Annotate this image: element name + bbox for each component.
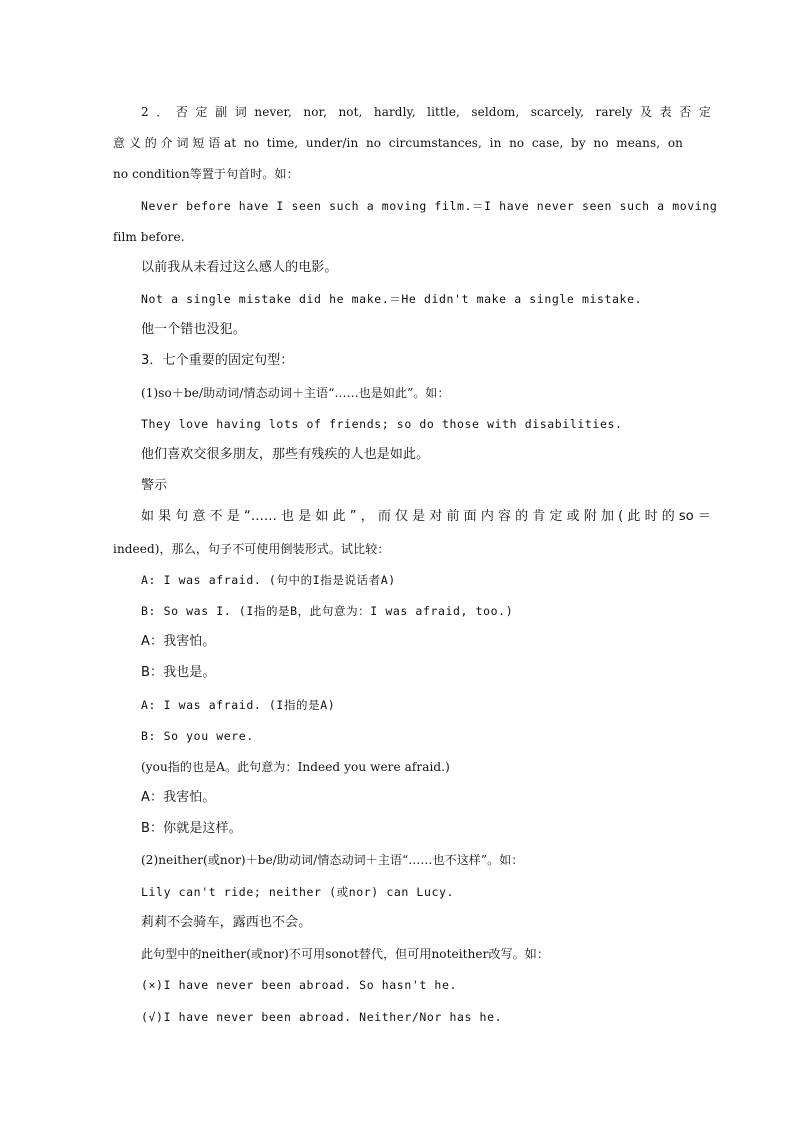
pattern-1-chinese: 他们喜欢交很多朋友，那些有残疾的人也是如此。 bbox=[141, 447, 430, 462]
warning-line-2: indeed)，那么，句子不可使用倒装形式。试比较： bbox=[113, 542, 390, 556]
section-3-heading: 3．七个重要的固定句型： bbox=[141, 353, 294, 368]
pattern-2-title: (2)neither(或nor)＋be/助动词/情态动词＋主语“……也不这样”。如： bbox=[141, 853, 524, 867]
pattern-1-title: (1)so＋be/助动词/情态动词＋主语“……也是如此”。如： bbox=[141, 386, 450, 400]
warning-line-1: 如果句意不是“……也是如此”，而仅是对前面内容的肯定或附加(此时的so＝ bbox=[141, 509, 711, 524]
dialogue-2-note: (you指的也是A。此句意为：Indeed you were afraid.) bbox=[141, 760, 450, 774]
dialogue-1-a-chinese: A：我害怕。 bbox=[141, 634, 216, 649]
dialogue-1-b-chinese: B：我也是。 bbox=[141, 665, 216, 680]
dialogue-2-a-chinese: A：我害怕。 bbox=[141, 790, 216, 805]
point-2-line-2: 意义的介词短语at no time, under/in no circumstances, in no case, by no means, on bbox=[113, 136, 683, 150]
warning-label: 警示 bbox=[141, 478, 168, 493]
example-1-chinese: 以前我从未看过这么感人的电影。 bbox=[141, 260, 338, 275]
pattern-2-wrong-example: (×)I have never been abroad. So hasn't he. bbox=[141, 978, 457, 992]
dialogue-1-b: B: So was I. (I指的是B，此句意为：I was afraid, too.) bbox=[141, 604, 514, 618]
pattern-2-english: Lily can't ride; neither (或nor) can Lucy. bbox=[141, 885, 455, 899]
example-2-english: Not a single mistake did he make.＝He didn't make a single mistake. bbox=[141, 292, 643, 306]
pattern-2-correct-example: (√)I have never been abroad. Neither/Nor has he. bbox=[141, 1010, 503, 1024]
dialogue-1-a: A: I was afraid. (句中的I指是说话者A) bbox=[141, 573, 396, 587]
dialogue-2-b: B: So you were. bbox=[141, 729, 254, 743]
dialogue-2-b-chinese: B：你就是这样。 bbox=[141, 821, 242, 836]
pattern-2-chinese: 莉莉不会骑车，露西也不会。 bbox=[141, 915, 312, 930]
example-1-english-line-1: Never before have I seen such a moving film.＝I have never seen such a moving bbox=[141, 199, 718, 213]
point-2-line-3: no condition等置于句首时。如： bbox=[113, 167, 299, 181]
example-2-chinese: 他一个错也没犯。 bbox=[141, 322, 246, 337]
pattern-2-note: 此句型中的neither(或nor)不可用sonot替代，但可用noteither改写。如： bbox=[141, 947, 549, 961]
point-2-line-1: 2．否定副词never, nor, not, hardly, little, seldom, scarcely, rarely及表否定 bbox=[141, 105, 711, 119]
example-1-english-line-2: film before. bbox=[113, 230, 185, 244]
dialogue-2-a: A: I was afraid. (I指的是A) bbox=[141, 698, 336, 712]
pattern-1-english: They love having lots of friends; so do those with disabilities. bbox=[141, 417, 623, 431]
